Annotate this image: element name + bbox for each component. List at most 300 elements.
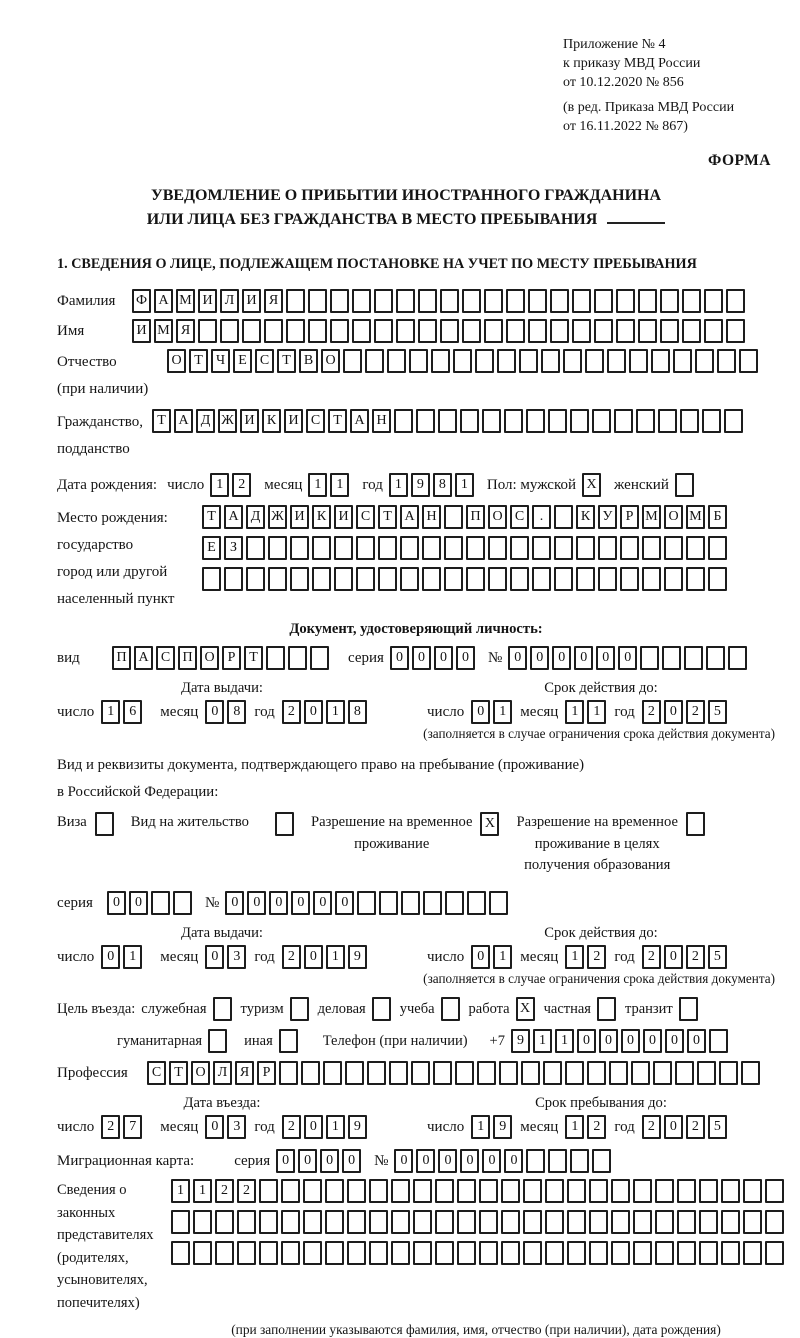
form-cell[interactable]: 2 [282,945,301,969]
form-cell[interactable] [259,1241,278,1265]
form-cell[interactable] [484,319,503,343]
form-cell[interactable]: А [154,289,173,313]
form-cell[interactable]: А [400,505,419,529]
form-cell[interactable] [506,289,525,313]
form-cell[interactable]: 1 [326,1115,345,1139]
form-cell[interactable]: 0 [129,891,148,915]
form-cell[interactable]: 1 [493,700,512,724]
form-cell[interactable]: 0 [390,646,409,670]
form-cell[interactable] [435,1179,454,1203]
form-cell[interactable]: И [240,409,259,433]
form-cell[interactable]: Л [220,289,239,313]
form-cell[interactable]: П [112,646,131,670]
form-cell[interactable] [609,1061,628,1085]
form-cell[interactable]: И [334,505,353,529]
form-cell[interactable]: С [255,349,274,373]
form-cell[interactable] [268,567,287,591]
form-cell[interactable] [400,536,419,560]
form-cell[interactable]: Т [202,505,221,529]
form-cell[interactable] [638,289,657,313]
form-cell[interactable] [193,1241,212,1265]
form-cell[interactable] [391,1179,410,1203]
form-cell[interactable]: 9 [348,1115,367,1139]
form-cell[interactable]: 6 [123,700,142,724]
form-cell[interactable]: 2 [686,945,705,969]
form-cell[interactable] [743,1210,762,1234]
form-cell[interactable] [526,1149,545,1173]
form-cell[interactable] [279,1061,298,1085]
form-cell[interactable] [686,812,705,836]
form-cell[interactable]: 2 [587,945,606,969]
form-cell[interactable] [372,997,391,1021]
form-cell[interactable]: 2 [642,945,661,969]
form-cell[interactable]: 0 [335,891,354,915]
form-cell[interactable] [675,1061,694,1085]
form-cell[interactable] [497,349,516,373]
form-cell[interactable] [413,1179,432,1203]
form-cell[interactable]: 2 [686,1115,705,1139]
form-cell[interactable] [325,1241,344,1265]
form-cell[interactable] [488,567,507,591]
form-cell[interactable] [611,1241,630,1265]
form-cell[interactable]: 2 [232,473,251,497]
form-cell[interactable] [369,1179,388,1203]
form-cell[interactable] [213,997,232,1021]
form-cell[interactable]: 1 [210,473,229,497]
form-cell[interactable] [462,319,481,343]
form-cell[interactable]: 0 [342,1149,361,1173]
form-cell[interactable]: . [532,505,551,529]
form-cell[interactable]: 0 [618,646,637,670]
form-cell[interactable] [330,319,349,343]
form-cell[interactable] [765,1210,784,1234]
form-cell[interactable] [357,891,376,915]
form-cell[interactable] [611,1179,630,1203]
form-cell[interactable] [475,349,494,373]
form-cell[interactable] [334,567,353,591]
form-cell[interactable]: Т [152,409,171,433]
form-cell[interactable] [506,319,525,343]
form-cell[interactable] [741,1061,760,1085]
form-cell[interactable] [721,1179,740,1203]
form-cell[interactable]: 2 [587,1115,606,1139]
form-cell[interactable] [695,349,714,373]
form-cell[interactable] [489,891,508,915]
form-cell[interactable]: 0 [247,891,266,915]
form-cell[interactable] [281,1210,300,1234]
form-cell[interactable] [589,1241,608,1265]
form-cell[interactable] [684,646,703,670]
form-cell[interactable] [572,289,591,313]
form-cell[interactable] [708,536,727,560]
form-cell[interactable]: 2 [686,700,705,724]
form-cell[interactable] [528,289,547,313]
form-cell[interactable]: Т [244,646,263,670]
form-cell[interactable] [334,536,353,560]
form-cell[interactable]: 2 [101,1115,120,1139]
form-cell[interactable] [510,536,529,560]
form-cell[interactable]: С [306,409,325,433]
form-cell[interactable] [208,1029,227,1053]
form-cell[interactable]: 0 [664,700,683,724]
form-cell[interactable] [279,1029,298,1053]
form-cell[interactable] [660,289,679,313]
form-cell[interactable] [523,1210,542,1234]
form-cell[interactable]: Т [189,349,208,373]
form-cell[interactable] [614,409,633,433]
form-cell[interactable]: 8 [348,700,367,724]
form-cell[interactable]: 0 [101,945,120,969]
form-cell[interactable] [242,319,261,343]
form-cell[interactable]: 9 [411,473,430,497]
form-cell[interactable] [345,1061,364,1085]
form-cell[interactable]: 0 [530,646,549,670]
form-cell[interactable] [620,536,639,560]
form-cell[interactable] [379,891,398,915]
form-cell[interactable] [220,319,239,343]
form-cell[interactable] [570,409,589,433]
form-cell[interactable] [303,1210,322,1234]
form-cell[interactable] [607,349,626,373]
form-cell[interactable] [365,349,384,373]
form-cell[interactable]: С [510,505,529,529]
form-cell[interactable]: 0 [291,891,310,915]
form-cell[interactable] [686,567,705,591]
form-cell[interactable]: И [132,319,151,343]
form-cell[interactable]: А [174,409,193,433]
form-cell[interactable] [347,1241,366,1265]
form-cell[interactable]: 0 [313,891,332,915]
form-cell[interactable] [592,1149,611,1173]
form-cell[interactable]: О [321,349,340,373]
form-cell[interactable] [567,1241,586,1265]
form-cell[interactable]: 1 [330,473,349,497]
form-cell[interactable] [400,567,419,591]
form-cell[interactable] [352,289,371,313]
form-cell[interactable] [631,1061,650,1085]
form-cell[interactable] [151,891,170,915]
form-cell[interactable] [264,319,283,343]
form-cell[interactable] [728,646,747,670]
form-cell[interactable]: 0 [205,945,224,969]
form-cell[interactable] [467,891,486,915]
form-cell[interactable]: 0 [508,646,527,670]
form-cell[interactable] [543,1061,562,1085]
form-cell[interactable]: О [191,1061,210,1085]
form-cell[interactable] [638,319,657,343]
form-cell[interactable] [765,1241,784,1265]
form-cell[interactable] [303,1241,322,1265]
form-cell[interactable] [682,289,701,313]
form-cell[interactable] [721,1210,740,1234]
form-cell[interactable] [677,1179,696,1203]
form-cell[interactable]: 1 [471,1115,490,1139]
form-cell[interactable]: 5 [708,945,727,969]
form-cell[interactable]: М [154,319,173,343]
form-cell[interactable]: Н [422,505,441,529]
form-cell[interactable] [532,567,551,591]
form-cell[interactable]: 0 [687,1029,706,1053]
form-cell[interactable]: 3 [227,945,246,969]
form-cell[interactable]: 3 [227,1115,246,1139]
form-cell[interactable] [171,1210,190,1234]
form-cell[interactable] [444,536,463,560]
form-cell[interactable]: И [198,289,217,313]
form-cell[interactable]: 9 [493,1115,512,1139]
form-cell[interactable]: М [176,289,195,313]
form-cell[interactable] [550,319,569,343]
form-cell[interactable] [653,1061,672,1085]
form-cell[interactable] [651,349,670,373]
form-cell[interactable]: 0 [577,1029,596,1053]
form-cell[interactable] [708,567,727,591]
form-cell[interactable] [286,289,305,313]
form-cell[interactable] [198,319,217,343]
form-cell[interactable]: Ф [132,289,151,313]
form-cell[interactable] [702,409,721,433]
form-cell[interactable]: 0 [320,1149,339,1173]
form-cell[interactable] [444,567,463,591]
form-cell[interactable]: 0 [205,1115,224,1139]
form-cell[interactable] [592,409,611,433]
form-cell[interactable] [325,1210,344,1234]
form-cell[interactable]: 5 [708,700,727,724]
form-cell[interactable] [396,289,415,313]
form-cell[interactable] [288,646,307,670]
form-cell[interactable] [501,1241,520,1265]
form-cell[interactable]: X [516,997,535,1021]
form-cell[interactable] [484,289,503,313]
form-cell[interactable] [660,319,679,343]
form-cell[interactable]: 0 [643,1029,662,1053]
form-cell[interactable] [501,1210,520,1234]
form-cell[interactable]: Я [235,1061,254,1085]
form-cell[interactable]: 2 [642,1115,661,1139]
form-cell[interactable] [629,349,648,373]
form-cell[interactable] [369,1210,388,1234]
form-cell[interactable]: З [224,536,243,560]
form-cell[interactable]: 1 [389,473,408,497]
form-cell[interactable]: 0 [504,1149,523,1173]
form-cell[interactable]: О [664,505,683,529]
form-cell[interactable] [548,1149,567,1173]
form-cell[interactable]: А [350,409,369,433]
form-cell[interactable] [717,349,736,373]
form-cell[interactable] [95,812,114,836]
form-cell[interactable] [589,1210,608,1234]
form-cell[interactable]: 1 [171,1179,190,1203]
form-cell[interactable]: П [178,646,197,670]
form-cell[interactable] [202,567,221,591]
form-cell[interactable]: 0 [298,1149,317,1173]
form-cell[interactable] [173,891,192,915]
form-cell[interactable]: Р [620,505,639,529]
form-cell[interactable] [422,536,441,560]
form-cell[interactable] [709,1029,728,1053]
form-cell[interactable] [435,1241,454,1265]
form-cell[interactable]: 2 [642,700,661,724]
form-cell[interactable] [699,1210,718,1234]
form-cell[interactable] [662,646,681,670]
form-cell[interactable] [554,567,573,591]
form-cell[interactable] [433,1061,452,1085]
form-cell[interactable] [664,536,683,560]
form-cell[interactable]: С [356,505,375,529]
form-cell[interactable]: К [262,409,281,433]
form-cell[interactable] [706,646,725,670]
form-cell[interactable] [268,536,287,560]
form-cell[interactable] [215,1210,234,1234]
form-cell[interactable]: Ч [211,349,230,373]
form-cell[interactable] [697,1061,716,1085]
form-cell[interactable]: М [686,505,705,529]
form-cell[interactable] [664,567,683,591]
form-cell[interactable] [658,409,677,433]
form-cell[interactable] [545,1241,564,1265]
form-cell[interactable] [477,1061,496,1085]
form-cell[interactable] [290,997,309,1021]
form-cell[interactable] [704,319,723,343]
form-cell[interactable]: X [582,473,601,497]
form-cell[interactable]: 0 [225,891,244,915]
form-cell[interactable] [499,1061,518,1085]
form-cell[interactable]: 0 [304,1115,323,1139]
form-cell[interactable] [565,1061,584,1085]
form-cell[interactable]: 2 [282,700,301,724]
form-cell[interactable] [356,567,375,591]
form-cell[interactable]: Я [264,289,283,313]
form-cell[interactable] [594,319,613,343]
form-cell[interactable] [521,1061,540,1085]
form-cell[interactable] [193,1210,212,1234]
form-cell[interactable] [431,349,450,373]
form-cell[interactable]: 0 [269,891,288,915]
form-cell[interactable]: X [480,812,499,836]
form-cell[interactable]: И [242,289,261,313]
form-cell[interactable] [290,567,309,591]
form-cell[interactable] [673,349,692,373]
form-cell[interactable] [453,349,472,373]
form-cell[interactable] [237,1210,256,1234]
form-cell[interactable] [275,812,294,836]
form-cell[interactable] [266,646,285,670]
form-cell[interactable] [633,1210,652,1234]
form-cell[interactable]: Я [176,319,195,343]
form-cell[interactable] [633,1241,652,1265]
form-cell[interactable] [526,409,545,433]
form-cell[interactable] [323,1061,342,1085]
form-cell[interactable] [312,567,331,591]
form-cell[interactable]: 9 [511,1029,530,1053]
form-cell[interactable] [743,1179,762,1203]
form-cell[interactable]: Ж [218,409,237,433]
form-cell[interactable]: 0 [205,700,224,724]
form-cell[interactable] [374,289,393,313]
form-cell[interactable] [679,997,698,1021]
form-cell[interactable]: Л [213,1061,232,1085]
form-cell[interactable] [523,1241,542,1265]
form-cell[interactable]: 0 [394,1149,413,1173]
form-cell[interactable] [308,319,327,343]
form-cell[interactable]: 1 [326,700,345,724]
form-cell[interactable] [598,567,617,591]
form-cell[interactable] [171,1241,190,1265]
form-cell[interactable] [548,409,567,433]
form-cell[interactable] [597,997,616,1021]
form-cell[interactable] [587,1061,606,1085]
form-cell[interactable] [677,1241,696,1265]
form-cell[interactable] [724,409,743,433]
form-cell[interactable] [444,505,463,529]
form-cell[interactable]: И [284,409,303,433]
form-cell[interactable] [312,536,331,560]
form-cell[interactable] [325,1179,344,1203]
form-cell[interactable] [246,536,265,560]
form-cell[interactable] [215,1241,234,1265]
form-cell[interactable] [224,567,243,591]
form-cell[interactable]: 1 [101,700,120,724]
form-cell[interactable] [504,409,523,433]
form-cell[interactable]: А [224,505,243,529]
form-cell[interactable]: 2 [237,1179,256,1203]
form-cell[interactable]: К [312,505,331,529]
form-cell[interactable] [440,319,459,343]
form-cell[interactable] [545,1179,564,1203]
form-cell[interactable]: Д [196,409,215,433]
form-cell[interactable] [466,567,485,591]
form-cell[interactable]: 0 [471,945,490,969]
form-cell[interactable] [401,891,420,915]
form-cell[interactable]: Е [202,536,221,560]
form-cell[interactable] [352,319,371,343]
form-cell[interactable] [441,997,460,1021]
form-cell[interactable]: И [290,505,309,529]
form-cell[interactable]: Р [257,1061,276,1085]
form-cell[interactable]: 0 [664,945,683,969]
form-cell[interactable]: 0 [412,646,431,670]
form-cell[interactable] [636,409,655,433]
form-cell[interactable] [396,319,415,343]
form-cell[interactable] [719,1061,738,1085]
form-cell[interactable] [308,289,327,313]
form-cell[interactable]: 2 [282,1115,301,1139]
form-cell[interactable] [620,567,639,591]
form-cell[interactable]: 0 [438,1149,457,1173]
form-cell[interactable]: 0 [599,1029,618,1053]
form-cell[interactable] [435,1210,454,1234]
form-cell[interactable] [686,536,705,560]
form-cell[interactable]: 1 [565,1115,584,1139]
form-cell[interactable] [563,349,582,373]
form-cell[interactable]: 1 [455,473,474,497]
form-cell[interactable]: 7 [123,1115,142,1139]
form-cell[interactable] [611,1210,630,1234]
form-cell[interactable] [409,349,428,373]
form-cell[interactable]: А [134,646,153,670]
form-cell[interactable] [541,349,560,373]
form-cell[interactable] [616,319,635,343]
form-cell[interactable] [418,289,437,313]
form-cell[interactable] [378,536,397,560]
form-cell[interactable] [413,1210,432,1234]
form-cell[interactable] [532,536,551,560]
form-cell[interactable] [290,536,309,560]
form-cell[interactable]: 5 [708,1115,727,1139]
form-cell[interactable]: 0 [460,1149,479,1173]
form-cell[interactable]: Ж [268,505,287,529]
form-cell[interactable] [677,1210,696,1234]
form-cell[interactable] [479,1210,498,1234]
